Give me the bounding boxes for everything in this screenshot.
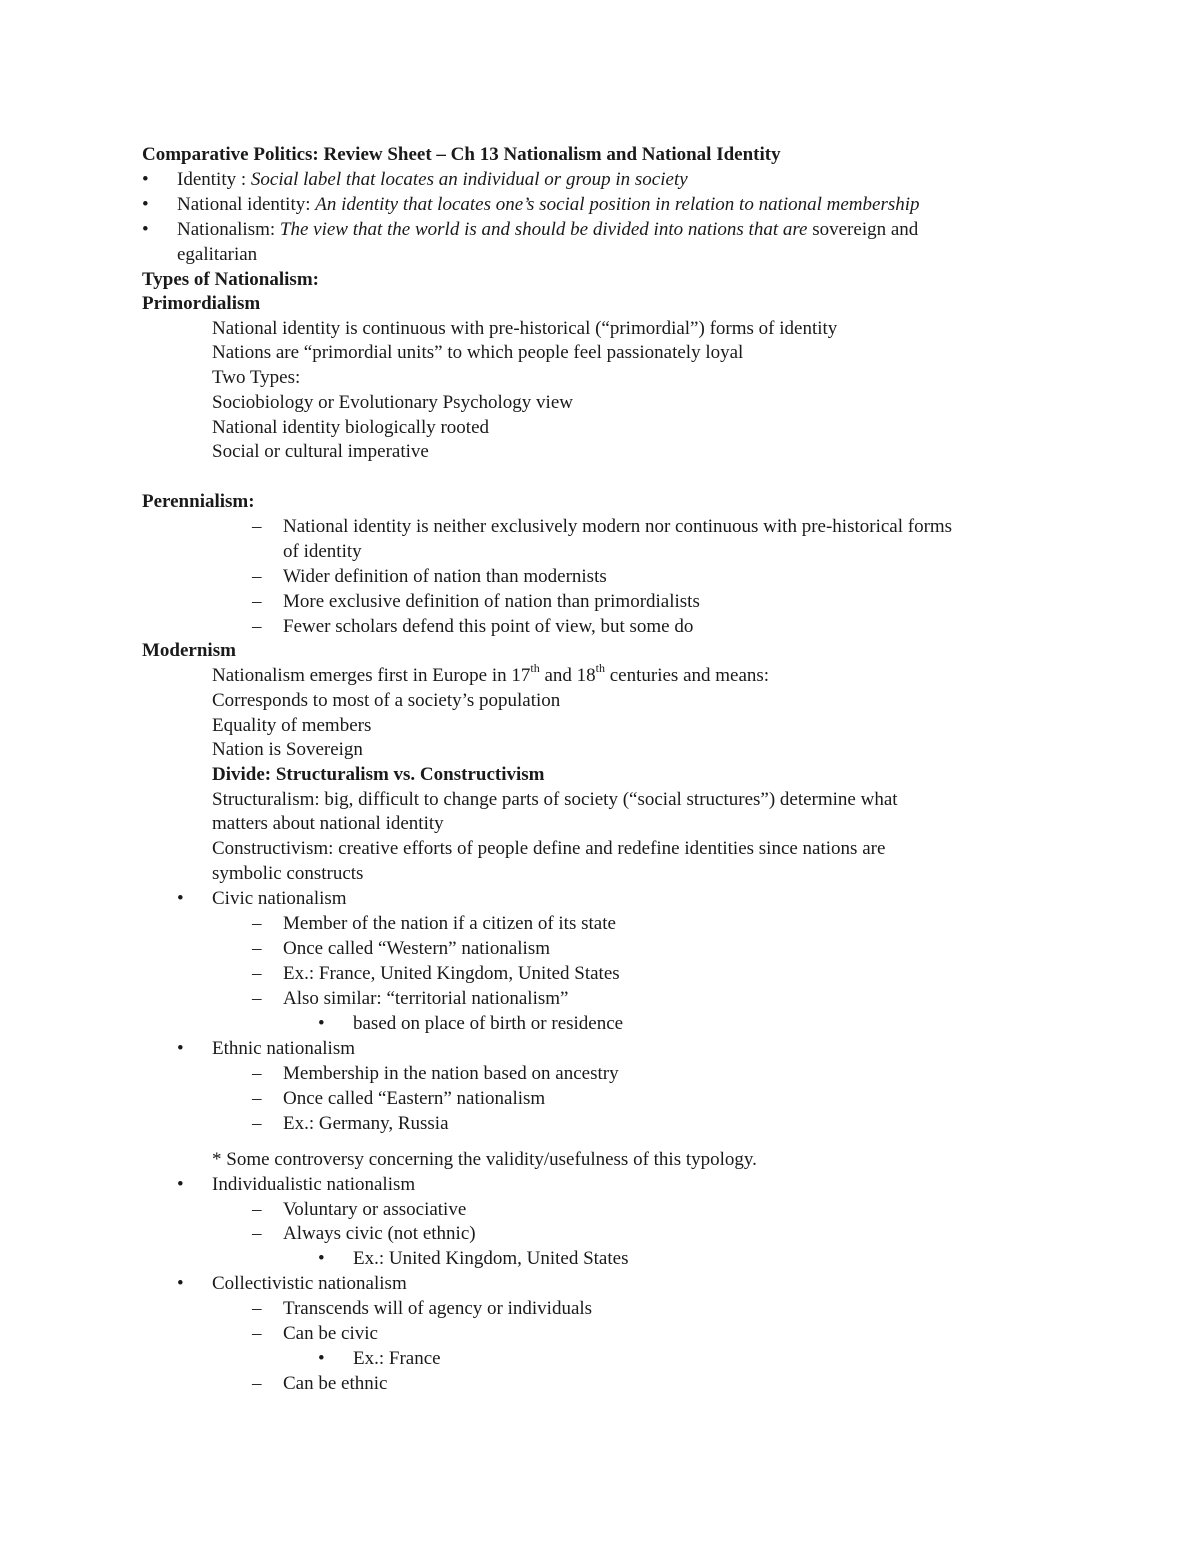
- bullet-marker: •: [318, 1348, 325, 1369]
- collectivistic-subitem: Ex.: France: [353, 1348, 441, 1369]
- ethnic-label: Ethnic nationalism: [212, 1038, 356, 1059]
- dash-marker: –: [252, 566, 262, 587]
- modernism-intro: [212, 660, 770, 688]
- ethnic-item: Membership in the nation based on ancestry: [283, 1063, 619, 1084]
- bullet-marker: •: [142, 194, 149, 215]
- dash-marker: –: [252, 1373, 262, 1394]
- divide-heading: Divide: Structuralism vs. Constructivism: [212, 764, 545, 785]
- civic-item: Member of the nation if a citizen of its state: [283, 913, 616, 934]
- perennialism-item-continuation: of identity: [283, 541, 362, 562]
- bullet-marker: •: [177, 888, 184, 909]
- dash-marker: –: [252, 1088, 262, 1109]
- modernism-intro-part: centuries and means:: [605, 665, 770, 686]
- collectivistic-item: Transcends will of agency or individuals: [283, 1298, 593, 1319]
- definition-term: National identity:: [177, 194, 316, 215]
- individualistic-subitem: Ex.: United Kingdom, United States: [353, 1248, 629, 1269]
- types-heading: Types of Nationalism:: [142, 269, 319, 290]
- civic-label: Civic nationalism: [212, 888, 347, 909]
- definition-national-identity: [177, 193, 920, 217]
- dash-marker: –: [252, 938, 262, 959]
- perennialism-item: National identity is neither exclusively modern nor continuous with pre-historical forms: [283, 516, 953, 537]
- definition-term: Nationalism:: [177, 219, 280, 240]
- individualistic-item: Voluntary or associative: [283, 1199, 467, 1220]
- primordialism-heading: Primordialism: [142, 293, 261, 314]
- primordialism-line: National identity is continuous with pre-historical (“primordial”) forms of identity: [212, 318, 838, 339]
- civic-item: Ex.: France, United Kingdom, United States: [283, 963, 620, 984]
- individualistic-item: Always civic (not ethnic): [283, 1223, 476, 1244]
- perennialism-heading: Perennialism:: [142, 491, 255, 512]
- constructivism-line: symbolic constructs: [212, 863, 364, 884]
- modernism-line: Equality of members: [212, 715, 372, 736]
- collectivistic-item: Can be civic: [283, 1323, 378, 1344]
- definition-identity: [177, 168, 688, 192]
- document-title: Comparative Politics: Review Sheet – Ch 13 Nationalism and National Identity: [142, 144, 781, 165]
- definition-text: An identity that locates one’s social position in relation to national membership: [315, 194, 920, 215]
- dash-marker: –: [252, 1113, 262, 1134]
- primordialism-line: Social or cultural imperative: [212, 441, 429, 462]
- definition-tail: sovereign and: [807, 219, 919, 240]
- bullet-marker: •: [142, 219, 149, 240]
- bullet-marker: •: [177, 1038, 184, 1059]
- bullet-marker: •: [318, 1248, 325, 1269]
- dash-marker: –: [252, 516, 262, 537]
- constructivism-line: Constructivism: creative efforts of people define and redefine identities since nations are: [212, 838, 886, 859]
- structuralism-line: Structuralism: big, difficult to change parts of society (“social structures”) determine what: [212, 789, 898, 810]
- dash-marker: –: [252, 913, 262, 934]
- dash-marker: –: [252, 616, 262, 637]
- bullet-marker: •: [177, 1174, 184, 1195]
- dash-marker: –: [252, 1223, 262, 1244]
- dash-marker: –: [252, 591, 262, 612]
- superscript: th: [595, 660, 605, 675]
- bullet-marker: •: [318, 1013, 325, 1034]
- typology-note: * Some controversy concerning the validity/usefulness of this typology.: [212, 1149, 757, 1170]
- bullet-marker: •: [177, 1273, 184, 1294]
- definition-nationalism: [177, 218, 918, 242]
- ethnic-item: Ex.: Germany, Russia: [283, 1113, 449, 1134]
- structuralism-line: matters about national identity: [212, 813, 444, 834]
- civic-subitem: based on place of birth or residence: [353, 1013, 624, 1034]
- perennialism-item: Fewer scholars defend this point of view, but some do: [283, 616, 694, 637]
- modernism-heading: Modernism: [142, 640, 236, 661]
- civic-item: Once called “Western” nationalism: [283, 938, 550, 959]
- dash-marker: –: [252, 963, 262, 984]
- definition-continuation: egalitarian: [177, 244, 258, 265]
- dash-marker: –: [252, 1323, 262, 1344]
- individualistic-label: Individualistic nationalism: [212, 1174, 416, 1195]
- primordialism-line: Nations are “primordial units” to which people feel passionately loyal: [212, 342, 744, 363]
- collectivistic-item: Can be ethnic: [283, 1373, 388, 1394]
- dash-marker: –: [252, 1298, 262, 1319]
- definition-text: The view that the world is and should be divided into nations that are: [279, 219, 808, 240]
- perennialism-item: More exclusive definition of nation than primordialists: [283, 591, 700, 612]
- primordialism-line: Sociobiology or Evolutionary Psychology view: [212, 392, 573, 413]
- dash-marker: –: [252, 988, 262, 1009]
- civic-item: Also similar: “territorial nationalism”: [283, 988, 569, 1009]
- modernism-line: Nation is Sovereign: [212, 739, 363, 760]
- ethnic-item: Once called “Eastern” nationalism: [283, 1088, 546, 1109]
- definition-term: Identity :: [177, 169, 251, 190]
- modernism-intro-part: and 18: [539, 665, 596, 686]
- dash-marker: –: [252, 1063, 262, 1084]
- dash-marker: –: [252, 1199, 262, 1220]
- perennialism-item: Wider definition of nation than modernists: [283, 566, 607, 587]
- collectivistic-label: Collectivistic nationalism: [212, 1273, 407, 1294]
- superscript: th: [530, 660, 540, 675]
- modernism-line: Corresponds to most of a society’s population: [212, 690, 561, 711]
- primordialism-line: National identity biologically rooted: [212, 417, 490, 438]
- definition-text: Social label that locates an individual or group in society: [250, 169, 688, 190]
- modernism-intro-part: Nationalism emerges first in Europe in 17: [212, 665, 531, 686]
- bullet-marker: •: [142, 169, 149, 190]
- primordialism-line: Two Types:: [212, 367, 301, 388]
